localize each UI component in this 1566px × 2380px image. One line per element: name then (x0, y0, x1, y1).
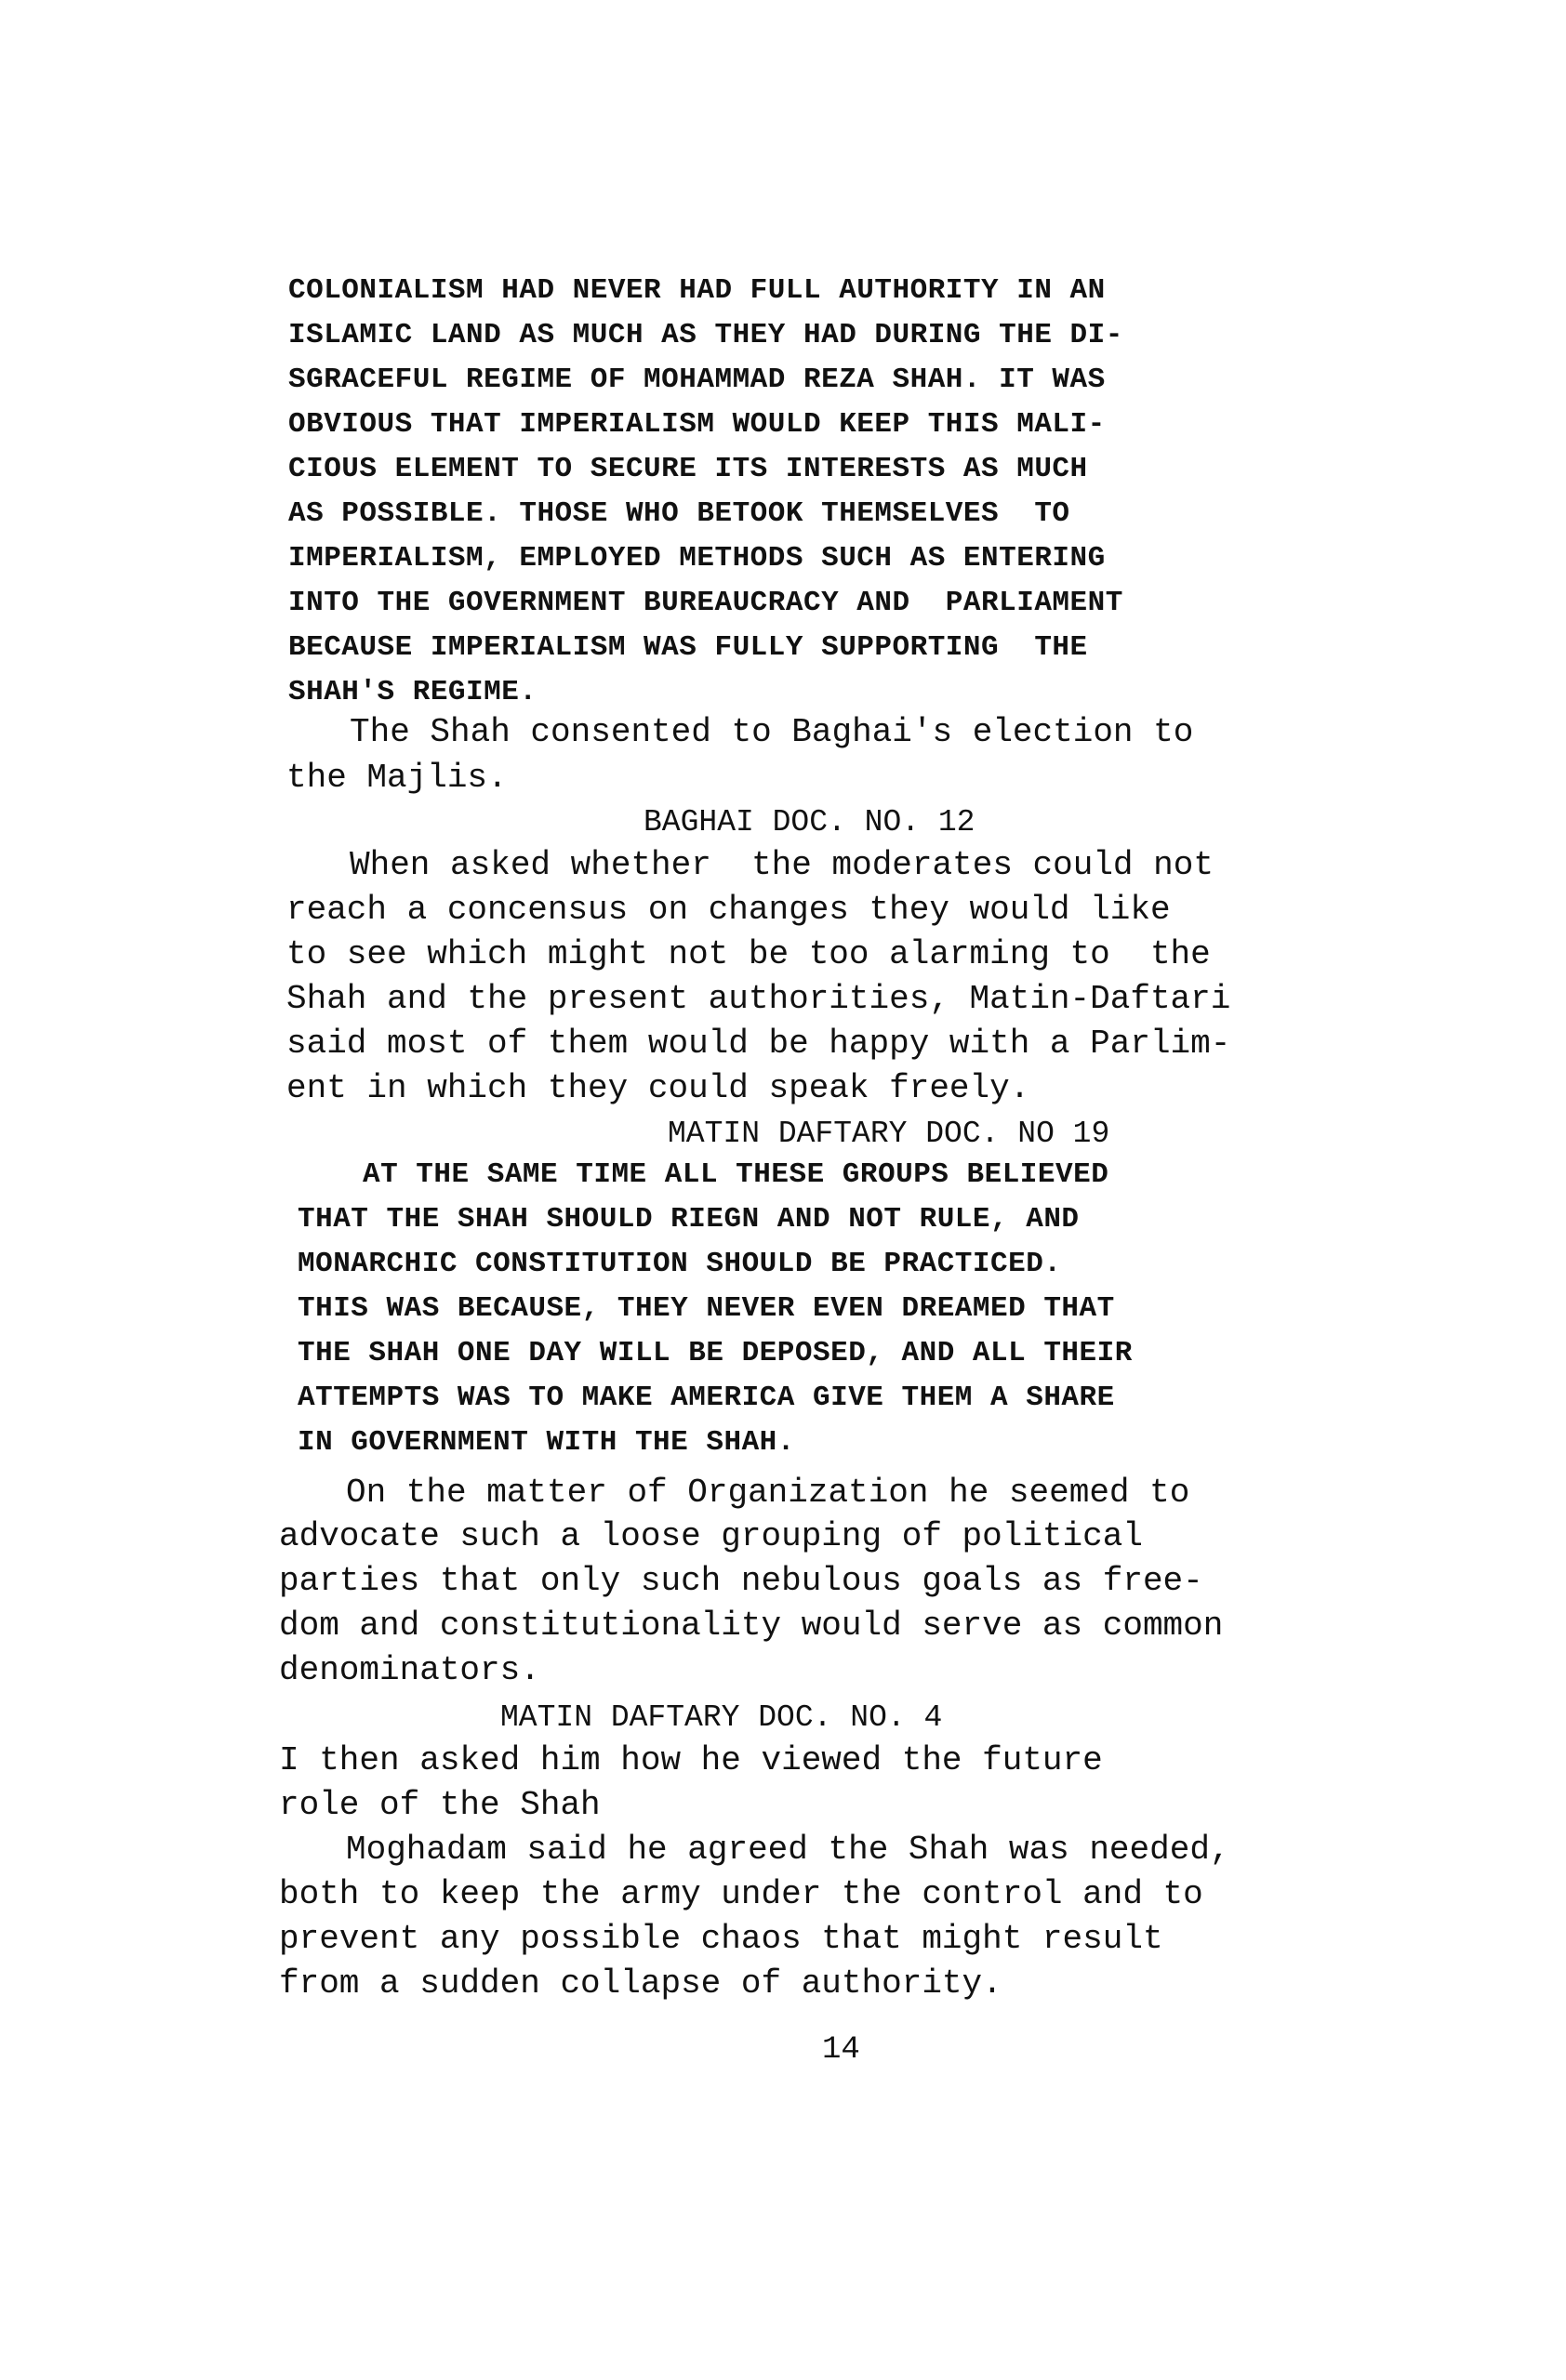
page-number: 14 (822, 2032, 860, 2068)
text-line: denominators. (279, 1651, 540, 1689)
text-line: Shah and the present authorities, Matin-Daftari (286, 980, 1231, 1018)
document-reference: MATIN DAFTARY DOC. NO 19 (668, 1117, 1110, 1151)
text-line: The Shah consented to Baghai's election to (350, 713, 1194, 751)
text-line: THIS WAS BECAUSE, THEY NEVER EVEN DREAMED THAT (298, 1292, 1115, 1325)
text-line: parties that only such nebulous goals as free- (279, 1562, 1203, 1600)
text-line: IMPERIALISM, EMPLOYED METHODS SUCH AS ENTERING (288, 542, 1106, 575)
text-line: THAT THE SHAH SHOULD RIEGN AND NOT RULE, AND (298, 1203, 1080, 1236)
text-line: AT THE SAME TIME ALL THESE GROUPS BELIEVED (363, 1158, 1109, 1191)
text-line: COLONIALISM HAD NEVER HAD FULL AUTHORITY IN AN (288, 274, 1106, 307)
text-line: OBVIOUS THAT IMPERIALISM WOULD KEEP THIS MALI- (288, 408, 1106, 441)
text-line: SHAH'S REGIME. (288, 676, 537, 708)
text-line: SGRACEFUL REGIME OF MOHAMMAD REZA SHAH. IT WAS (288, 364, 1106, 396)
text-line: Moghadam said he agreed the Shah was needed, (346, 1831, 1230, 1869)
text-line: role of the Shah (279, 1786, 601, 1824)
text-line: IN GOVERNMENT WITH THE SHAH. (298, 1426, 795, 1459)
document-reference: MATIN DAFTARY DOC. NO. 4 (500, 1700, 943, 1735)
text-line: the Majlis. (286, 759, 508, 797)
text-line: from a sudden collapse of authority. (279, 1964, 1002, 2003)
text-line: said most of them would be happy with a Parlim- (286, 1025, 1231, 1063)
text-line: I then asked him how he viewed the future (279, 1741, 1103, 1779)
text-line: ent in which they could speak freely. (286, 1069, 1030, 1107)
text-line: When asked whether the moderates could not (350, 846, 1214, 884)
text-line: reach a concensus on changes they would like (286, 891, 1171, 929)
text-line: advocate such a loose grouping of political (279, 1517, 1143, 1555)
text-line: INTO THE GOVERNMENT BUREAUCRACY AND PARLIAMENT (288, 587, 1123, 619)
text-line: BECAUSE IMPERIALISM WAS FULLY SUPPORTING THE (288, 631, 1088, 664)
text-line: prevent any possible chaos that might result (279, 1920, 1163, 1958)
text-line: AS POSSIBLE. THOSE WHO BETOOK THEMSELVES TO (288, 497, 1070, 530)
text-line: dom and constitutionality would serve as common (279, 1606, 1224, 1645)
text-line: ATTEMPTS WAS TO MAKE AMERICA GIVE THEM A SHARE (298, 1382, 1115, 1414)
text-line: CIOUS ELEMENT TO SECURE ITS INTERESTS AS MUCH (288, 453, 1088, 485)
text-line: THE SHAH ONE DAY WILL BE DEPOSED, AND ALL THEIR (298, 1337, 1133, 1369)
text-line: MONARCHIC CONSTITUTION SHOULD BE PRACTICED. (298, 1248, 1062, 1280)
text-line: both to keep the army under the control and to (279, 1875, 1203, 1913)
text-line: to see which might not be too alarming to the (286, 935, 1211, 973)
text-line: ISLAMIC LAND AS MUCH AS THEY HAD DURING THE DI- (288, 319, 1123, 351)
document-reference: BAGHAI DOC. NO. 12 (644, 805, 975, 840)
text-line: On the matter of Organization he seemed to (346, 1474, 1190, 1512)
